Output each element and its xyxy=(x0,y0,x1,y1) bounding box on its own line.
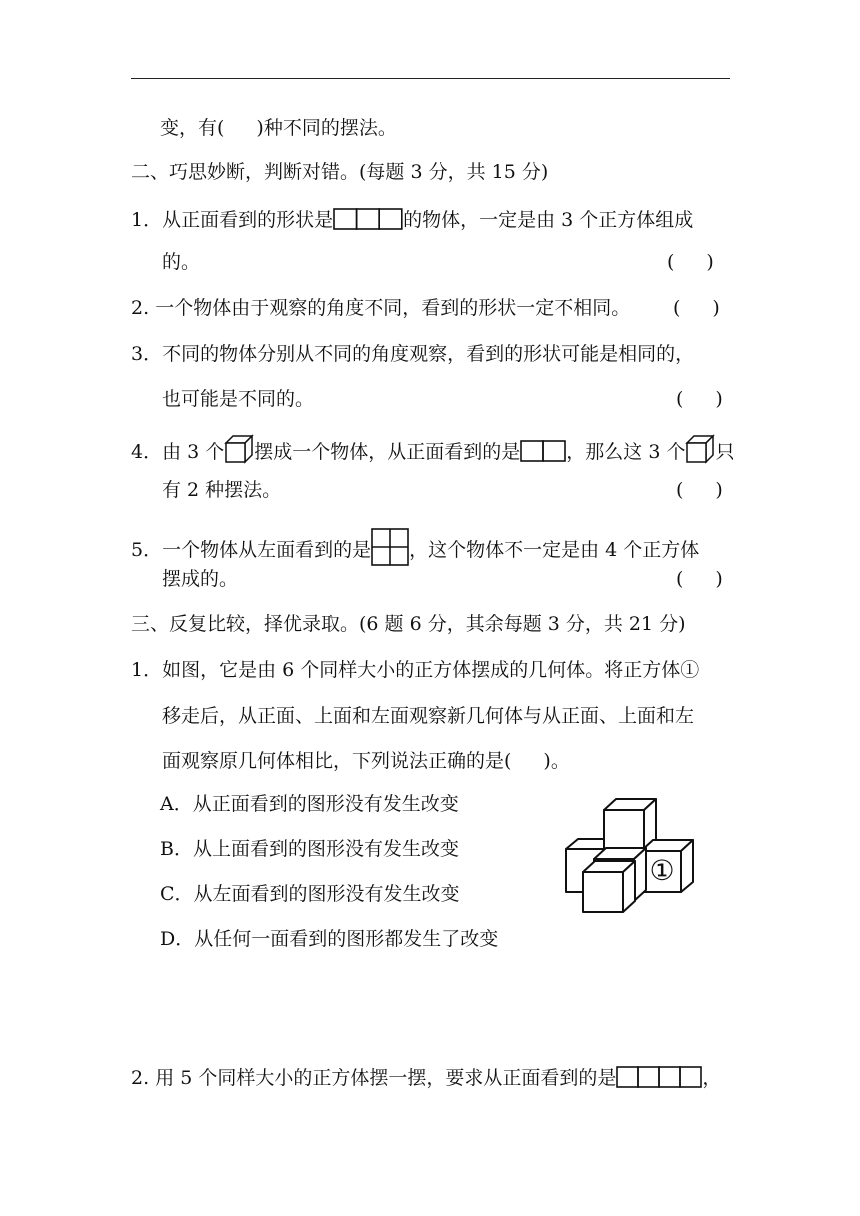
s2-q3-answer-paren[interactable]: ( ) xyxy=(676,388,723,410)
s2-q3-line2: 也可能是不同的。 xyxy=(162,388,315,410)
continuation-post: )种不同的摆法。 xyxy=(256,117,397,139)
s2-q3-text: 不同的物体分别从不同的角度观察，看到的形状可能是相同的， xyxy=(162,343,695,365)
s2-q5-line2: 摆成的。 xyxy=(162,568,239,590)
s2-q4-line2: 有 2 种摆法。 xyxy=(162,479,282,501)
s3-q1-num: 1． xyxy=(131,659,163,681)
s2-q4-text-b: 摆成一个物体，从正面看到的是 xyxy=(254,441,521,463)
four-square-row-icon xyxy=(616,1064,702,1090)
cube-stack-figure xyxy=(560,796,700,916)
cube-icon xyxy=(685,434,715,464)
s2-q5-num: 5． xyxy=(131,539,163,561)
three-square-row-icon xyxy=(333,206,403,232)
continuation-pre: 变，有( xyxy=(160,117,225,139)
s2-q3-num: 3． xyxy=(131,343,163,365)
s2-q5-answer-paren[interactable]: ( ) xyxy=(676,568,723,590)
s3-q2-text: 用 5 个同样大小的正方体摆一摆，要求从正面看到的是 xyxy=(155,1067,617,1089)
s3-q1-text-3a: 面观察原几何体相比，下列说法正确的是( xyxy=(162,750,512,772)
s2-q2-num: 2. xyxy=(131,297,150,319)
s2-q1-answer-paren[interactable]: ( ) xyxy=(667,251,714,273)
two-square-row-icon xyxy=(520,438,566,464)
s2-q4-text-c: ，那么这 3 个 xyxy=(566,441,686,463)
s2-q5-line1 xyxy=(131,528,699,566)
option-a[interactable]: A．从正面看到的图形没有发生改变 xyxy=(160,793,459,815)
two-by-two-grid-icon xyxy=(371,528,409,566)
s3-q1-line1 xyxy=(131,658,699,682)
s3-q1-text-1: 如图，它是由 6 个同样大小的正方体摆成的几何体。将正方体① xyxy=(162,659,700,681)
s3-q2-num: 2. xyxy=(131,1067,150,1089)
s2-q4-num: 4． xyxy=(131,441,163,463)
s2-q2-line1 xyxy=(131,296,630,320)
s2-q3-line1 xyxy=(131,342,694,366)
s2-q1-text-b: 的物体，一定是由 3 个正方体组成 xyxy=(403,209,694,231)
s2-q5-text-a: 一个物体从左面看到的是 xyxy=(162,539,372,561)
s3-q2-line1 xyxy=(131,1064,721,1090)
s2-q4-text-a: 由 3 个 xyxy=(162,441,225,463)
s3-q2-tail: ， xyxy=(702,1067,722,1089)
s2-q1-line1 xyxy=(131,206,693,232)
option-d[interactable]: D．从任何一面看到的图形都发生了改变 xyxy=(160,928,499,950)
s2-q5-text-b: ，这个物体不一定是由 4 个正方体 xyxy=(409,539,700,561)
s2-q2-text: 一个物体由于观察的角度不同，看到的形状一定不相同。 xyxy=(155,297,631,319)
s2-q4-answer-paren[interactable]: ( ) xyxy=(676,479,723,501)
s2-q4-line1 xyxy=(131,434,734,464)
s2-q2-answer-paren[interactable]: ( ) xyxy=(673,297,720,319)
s2-q1-line2: 的。 xyxy=(162,251,201,273)
section3-title: 三、反复比较，择优录取。(6 题 6 分，其余每题 3 分，共 21 分) xyxy=(131,613,686,635)
s2-q1-text-a: 从正面看到的形状是 xyxy=(162,209,334,231)
section2-title: 二、巧思妙断，判断对错。(每题 3 分，共 15 分) xyxy=(131,161,549,183)
s3-q1-text-3b: )。 xyxy=(543,750,570,772)
cube-icon xyxy=(224,434,254,464)
continuation-line xyxy=(160,116,397,140)
cube-one-label: ① xyxy=(649,854,675,887)
s3-q1-line2: 移走后，从正面、上面和左面观察新几何体与从正面、上面和左 xyxy=(162,705,695,727)
s2-q1-num: 1． xyxy=(131,209,163,231)
option-c[interactable]: C．从左面看到的图形没有发生改变 xyxy=(160,883,460,905)
header-rule xyxy=(131,78,730,79)
s2-q4-text-d: 只 xyxy=(715,441,735,463)
s3-q1-line3 xyxy=(162,749,570,773)
option-b[interactable]: B．从上面看到的图形没有发生改变 xyxy=(160,838,459,860)
